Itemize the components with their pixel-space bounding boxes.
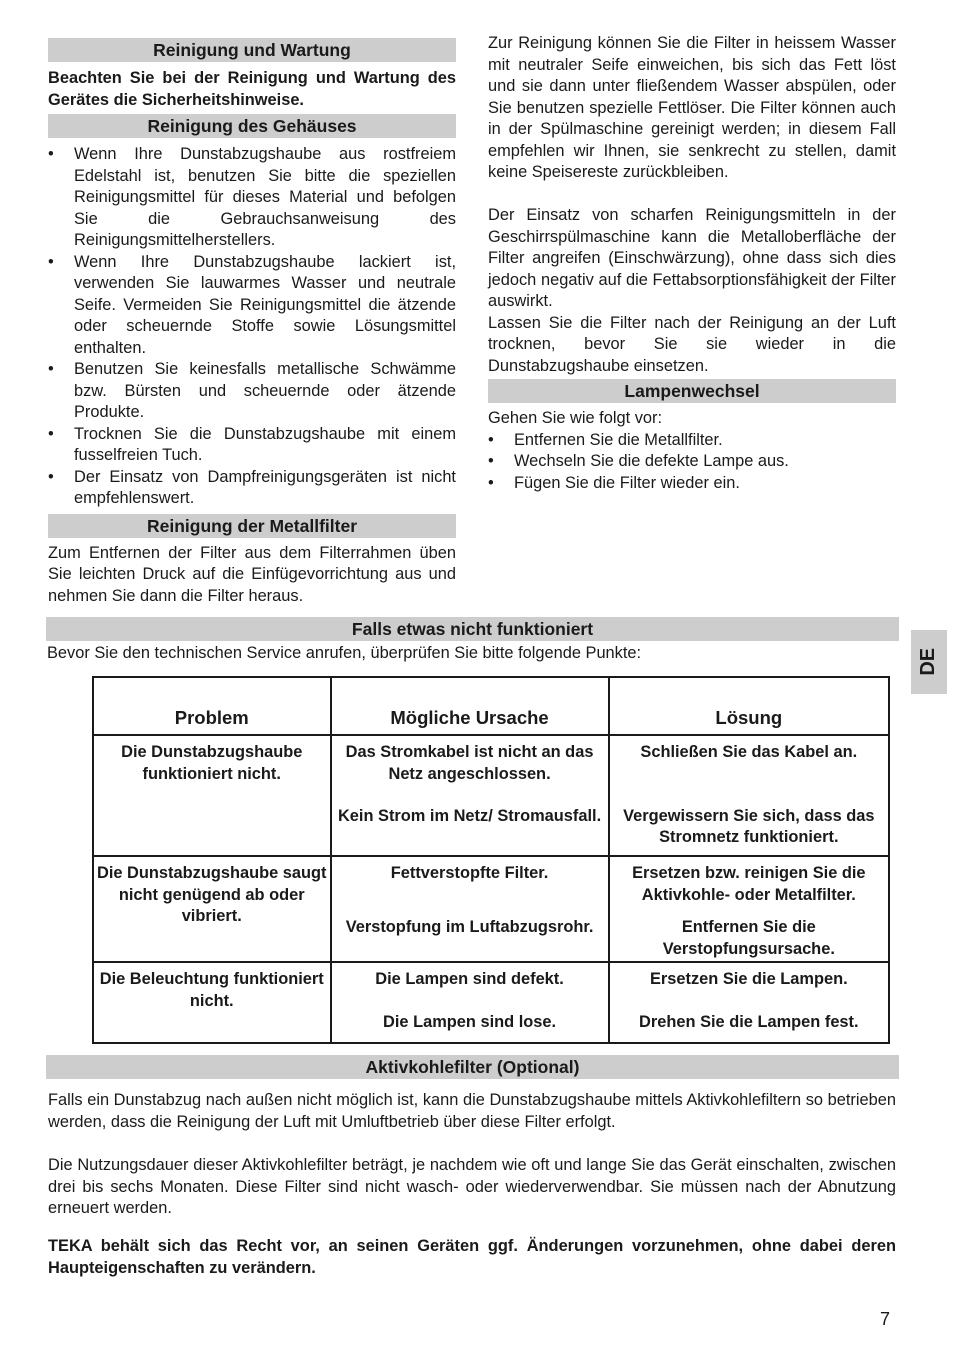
heading-metal-filter: Reinigung der Metallfilter xyxy=(48,514,456,538)
manufacturer-notice: TEKA behält sich das Recht vor, an seinen Geräten ggf. Änderungen vorzunehmen, ohne dabei deren Haupteigenschaften zu verändern. xyxy=(48,1237,896,1277)
left-column xyxy=(48,38,456,607)
drying-text: Lassen Sie die Filter nach der Reinigung an der Luft trocknen, bevor Sie sie wieder in die Dunstabzugshaube einsetzen. xyxy=(488,313,896,375)
housing-list xyxy=(48,144,456,510)
heading-housing: Reinigung des Gehäuses xyxy=(48,114,456,138)
safety-note: Beachten Sie bei der Reinigung und Wartung des Gerätes die Sicherheitshinweise. xyxy=(48,69,456,109)
troubleshooting-intro: Bevor Sie den technischen Service anrufen, überprüfen Sie bitte folgende Punkte: xyxy=(47,644,642,662)
cause-cell: Die Lampen sind defekt. Die Lampen sind lose. xyxy=(331,962,609,1043)
cause-cell: Das Stromkabel ist nicht an das Netz angeschlossen. Kein Strom im Netz/ Stromausfall. xyxy=(331,735,609,856)
heading-carbon-filter: Aktivkohlefilter (Optional) xyxy=(46,1055,899,1079)
problem-cell: Die Dunstabzugshaube funktioniert nicht. xyxy=(93,735,331,856)
metal-filter-text: Zum Entfernen der Filter aus dem Filterrahmen üben Sie leichten Druck auf die Einfügevorrichtung aus und nehmen Sie dann die Filter heraus. xyxy=(48,543,456,605)
table-header-row xyxy=(93,677,889,735)
page-number: 7 xyxy=(880,1309,891,1329)
cause-cell: Fettverstopfte Filter. Verstopfung im Luftabzugsrohr. xyxy=(331,856,609,962)
list-item: • Wenn Ihre Dunstabzugshaube lackiert ist, verwenden Sie lauwarmes Wasser und neutrale Seife. Vermeiden Sie Reinigungsmittel die ätzende oder scheuernde Stoffe sowie Lösungsmittel enthalten. xyxy=(48,252,456,360)
carbon-text-1: Falls ein Dunstabzug nach außen nicht möglich ist, kann die Dunstabzugshaube mittels Aktivkohlefiltern so betrieben werden, dass die Reinigung der Luft mit Umluftbetrieb über diese Filter erfolgt. xyxy=(48,1091,896,1131)
list-item: • Trocknen Sie die Dunstabzugshaube mit einem fusselfreien Tuch. xyxy=(48,424,456,467)
language-tab: DE xyxy=(911,630,947,694)
heading-lamp: Lampenwechsel xyxy=(488,379,896,403)
column-header-cause: Mögliche Ursache xyxy=(331,677,609,735)
carbon-text-2: Die Nutzungsdauer dieser Aktivkohlefilter beträgt, je nachdem wie oft und lange Sie das Gerät einschalten, zwischen drei bis sechs Monaten. Diese Filter sind nicht wasch- oder wiederverwendbar. Sie müssen nach der Abnutzung erneuert werden. xyxy=(48,1156,896,1217)
list-item: • Fügen Sie die Filter wieder ein. xyxy=(488,473,896,495)
list-item: • Wechseln Sie die defekte Lampe aus. xyxy=(488,451,896,473)
right-column xyxy=(488,33,896,494)
list-item: • Der Einsatz von Dampfreinigungsgeräten ist nicht empfehlenswert. xyxy=(48,467,456,510)
solution-cell: Ersetzen bzw. reinigen Sie die Aktivkohle- oder Metalfilter. Entfernen Sie die Verstopfungsursache. xyxy=(609,856,889,962)
lamp-list xyxy=(488,430,896,495)
column-header-solution: Lösung xyxy=(609,677,889,735)
problem-cell: Die Dunstabzugshaube saugt nicht genügend ab oder vibriert. xyxy=(93,856,331,962)
list-item: • Benutzen Sie keinesfalls metallische Schwämme bzw. Bürsten und scheuernde oder ätzende Produkte. xyxy=(48,359,456,424)
heading-cleaning: Reinigung und Wartung xyxy=(48,38,456,62)
solution-cell: Ersetzen Sie die Lampen. Drehen Sie die Lampen fest. xyxy=(609,962,889,1043)
table-row xyxy=(93,856,889,962)
troubleshooting-table xyxy=(92,676,890,1044)
list-item: • Entfernen Sie die Metallfilter. xyxy=(488,430,896,452)
dishwasher-text: Der Einsatz von scharfen Reinigungsmitteln in der Geschirrspülmaschine kann die Metalloberfläche der Filter angreifen (Einschwärzung), ohne dass sich dies jedoch negativ auf die Fettabsorptionsfähigkeit der Filter auswirkt. xyxy=(488,206,896,310)
table-row xyxy=(93,962,889,1043)
list-item: • Wenn Ihre Dunstabzugshaube aus rostfreiem Edelstahl ist, benutzen Sie bitte die speziellen Reinigungsmittel für dieses Material und befolgen Sie die Gebrauchsanweisung des Reinigungsmittelherstellers. xyxy=(48,144,456,252)
lamp-intro: Gehen Sie wie folgt vor: xyxy=(488,409,663,427)
table-row xyxy=(93,735,889,856)
solution-cell: Schließen Sie das Kabel an. Vergewissern Sie sich, dass das Stromnetz funktioniert. xyxy=(609,735,889,856)
problem-cell: Die Beleuchtung funktioniert nicht. xyxy=(93,962,331,1043)
column-header-problem: Problem xyxy=(93,677,331,735)
heading-troubleshooting: Falls etwas nicht funktioniert xyxy=(46,617,899,641)
filter-cleaning-text: Zur Reinigung können Sie die Filter in heissem Wasser mit neutraler Seife einweichen, bis sich das Fett löst und sie dann unter fließendem Wasser abspülen, oder Sie benutzen spezielle Fettlöser. Die Filter können auch in der Spülmaschine gereinigt werden; in diesem Fall empfehlen wir Ihnen, sie senkrecht zu stellen, damit keine Speisereste zurückbleiben. xyxy=(488,34,896,181)
